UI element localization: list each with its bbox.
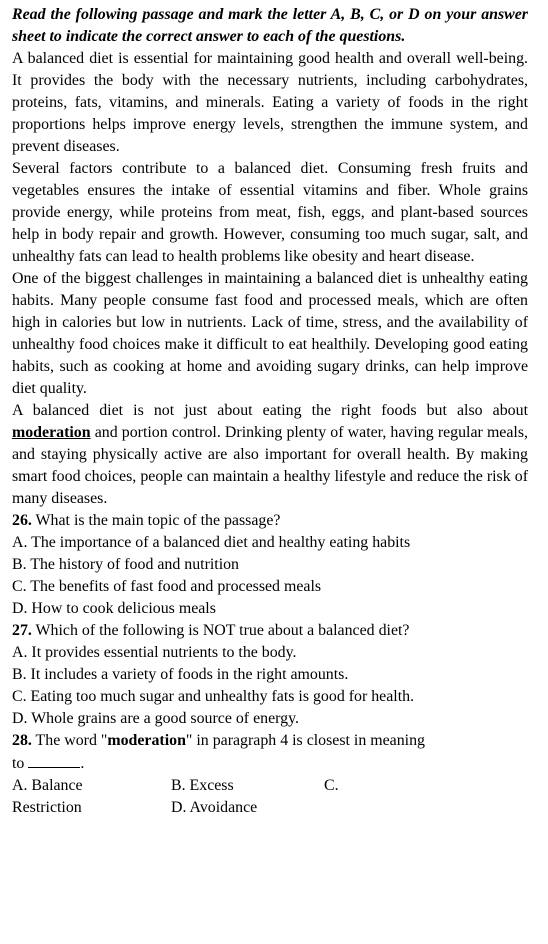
question-28 [12,730,528,752]
question-28-number: 28. [12,732,32,749]
question-28-option-a[interactable]: A. Balance [12,777,83,794]
paragraph-4-text-after: and portion control. Drinking plenty of water, having regular meals, and staying physically active are also important for overall health. By making smart food choices, people can maintain a healthy lifestyle and reduce the risk of many diseases. [12,424,528,507]
question-28-line-2 [12,752,528,775]
question-28-text-before: The word " [31,732,108,749]
question-27-option-b[interactable]: B. It includes a variety of foods in the right amounts. [12,666,349,683]
passage-paragraph-2: Several factors contribute to a balanced diet. Consuming fresh fruits and vegetables ensures the intake of essential vitamins and fiber. Whole grains provide energy, while proteins from meat, fish, eggs, and plant-based sources help in body repair and growth. However, consuming too much sugar, salt, and unhealthy fats can lead to health problems like obesity and heart disease. [12,160,528,265]
question-28-option-d[interactable]: D. Avoidance [171,799,258,816]
question-27-option-c[interactable]: C. Eating too much sugar and unhealthy fats is good for health. [12,688,415,705]
question-26-option-a[interactable]: A. The importance of a balanced diet and healthy eating habits [12,534,411,551]
question-26-option-c[interactable]: C. The benefits of fast food and processed meals [12,578,322,595]
question-27-option-a[interactable]: A. It provides essential nutrients to the body. [12,644,297,661]
question-27-number: 27. [12,622,32,639]
question-28-options-row-2 [12,797,528,819]
question-28-line-2-after: . [80,755,85,772]
question-26-option-d[interactable]: D. How to cook delicious meals [12,600,216,617]
answer-blank [28,752,80,768]
passage-paragraph-1: A balanced diet is essential for maintaining good health and overall well-being. It provides the body with the necessary nutrients, including carbohydrates, proteins, fats, vitamins, and minerals. Eating a variety of foods in the right proportions helps improve energy levels, strengthen the immune system, and prevent diseases. [12,50,528,155]
question-26-text: What is the main topic of the passage? [31,512,281,529]
question-27 [12,620,528,642]
passage-paragraph-4 [12,400,528,510]
highlighted-word-moderation: moderation [12,424,91,441]
question-26 [12,510,528,532]
question-28-option-c[interactable]: C. [324,777,339,794]
question-27-text: Which of the following is NOT true about a balanced diet? [31,622,410,639]
question-28-options-row-1 [12,775,528,797]
question-28-line-2-before: to [12,755,29,772]
passage-paragraph-3: One of the biggest challenges in maintaining a balanced diet is unhealthy eating habits. Many people consume fast food and processed meals, which are often high in calories but low in nutrients. Lack of time, stress, and the availability of unhealthy food choices make it difficult to eat healthily. Developing good eating habits, such as cooking at home and avoiding sugary drinks, can help improve diet quality. [12,270,528,397]
question-28-option-b[interactable]: B. Excess [171,777,234,794]
paragraph-4-text-before: A balanced diet is not just about eating the right foods but also about [12,402,528,419]
question-28-keyword: moderation [107,732,186,749]
instructions: Read the following passage and mark the letter A, B, C, or D on your answer sheet to indicate the correct answer to each of the questions. [12,6,528,45]
question-28-option-c-continued[interactable]: Restriction [12,799,82,816]
question-27-option-d[interactable]: D. Whole grains are a good source of energy. [12,710,299,727]
question-28-text-after: " in paragraph 4 is closest in meaning [185,732,425,749]
question-26-option-b[interactable]: B. The history of food and nutrition [12,556,240,573]
question-26-number: 26. [12,512,32,529]
